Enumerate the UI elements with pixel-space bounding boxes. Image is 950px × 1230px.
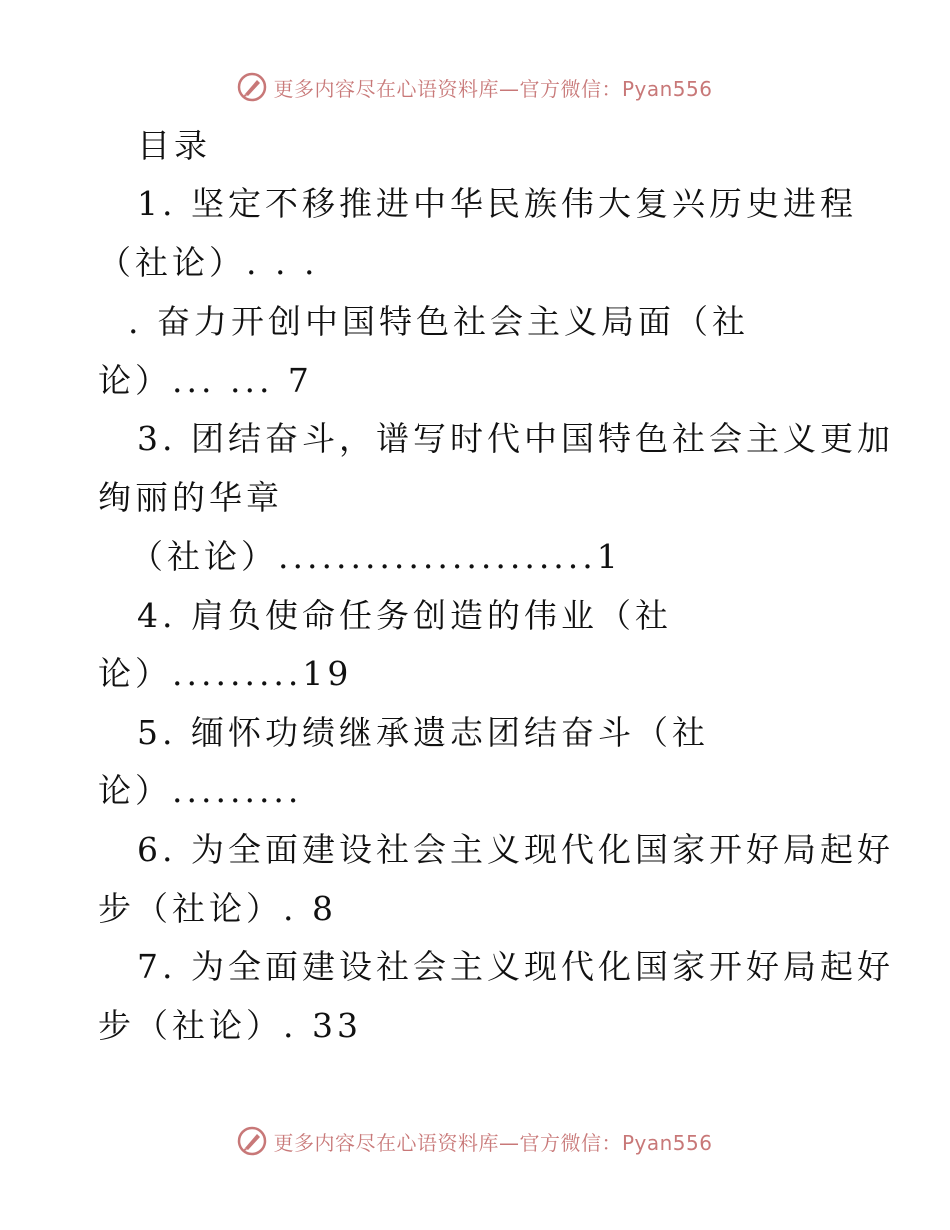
toc-heading: 目录 xyxy=(137,126,211,165)
toc-line: 步（社论）. 8 xyxy=(98,889,337,928)
toc-line: . 奋力开创中国特色社会主义局面（社 xyxy=(128,302,749,341)
toc-line: （社论）......................1 xyxy=(130,537,622,576)
toc-line: 4. 肩负使命任务创造的伟业（社 xyxy=(137,596,672,635)
toc-line: 论）.........19 xyxy=(98,654,353,693)
toc-line: 绚丽的华章 xyxy=(98,478,283,517)
pen-seal-icon xyxy=(237,72,267,102)
footer-watermark xyxy=(0,1126,950,1156)
toc-line: 论）... ... 7 xyxy=(98,361,313,400)
toc-line: 论）......... xyxy=(98,771,303,810)
toc-line: 5. 缅怀功绩继承遗志团结奋斗（社 xyxy=(137,713,709,752)
watermark-text: 更多内容尽在心语资料库—官方微信：Pyan556 xyxy=(273,76,713,101)
pen-seal-icon xyxy=(237,1126,267,1156)
toc-line: 1. 坚定不移推进中华民族伟大复兴历史进程 xyxy=(137,184,857,223)
toc-line: 步（社论）. 33 xyxy=(98,1006,362,1045)
toc-line: （社论）. . . xyxy=(98,243,319,282)
toc-line: 7. 为全面建设社会主义现代化国家开好局起好 xyxy=(137,947,894,986)
header-watermark xyxy=(0,72,950,102)
watermark-text: 更多内容尽在心语资料库—官方微信：Pyan556 xyxy=(273,1130,713,1155)
toc-line: 3. 团结奋斗，谱写时代中国特色社会主义更加 xyxy=(137,419,894,458)
toc-line: 6. 为全面建设社会主义现代化国家开好局起好 xyxy=(137,830,894,869)
